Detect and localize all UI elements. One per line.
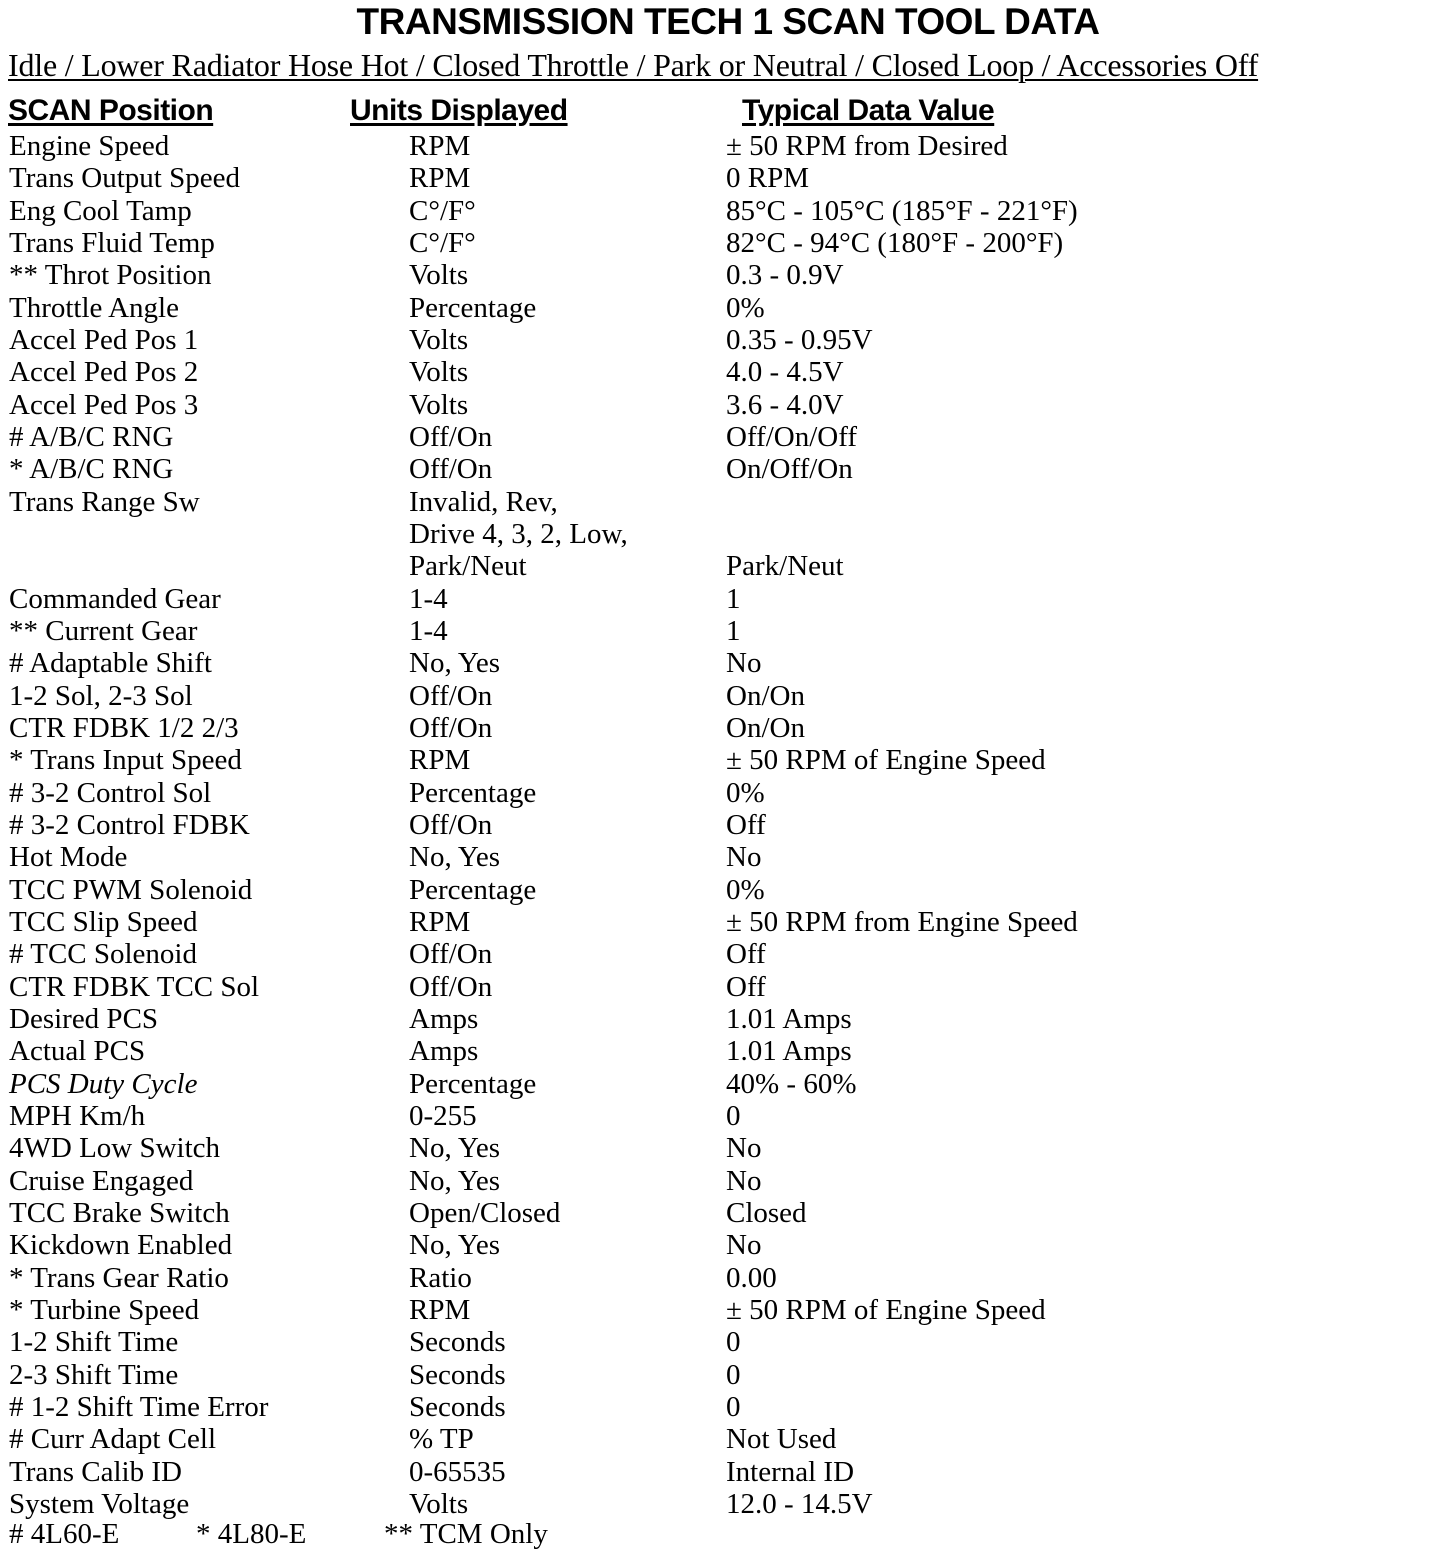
- row-scan-position: Cruise Engaged: [9, 1165, 194, 1197]
- row-units-displayed: No, Yes: [409, 1229, 501, 1261]
- row-typical-value: 0.00: [726, 1262, 777, 1294]
- row-scan-position: Desired PCS: [9, 1003, 159, 1035]
- row-scan-position: * Trans Input Speed: [9, 744, 242, 776]
- row-units-displayed: Seconds: [409, 1391, 506, 1423]
- row-units-displayed: Volts: [409, 389, 469, 421]
- row-typical-value: ± 50 RPM from Desired: [726, 130, 1008, 162]
- table-header: [0, 92, 1456, 132]
- row-units-displayed: No, Yes: [409, 647, 501, 679]
- row-typical-value: No: [726, 647, 762, 679]
- row-units-displayed: RPM: [409, 906, 471, 938]
- row-scan-position: ** Current Gear: [9, 615, 198, 647]
- row-units-displayed: No, Yes: [409, 841, 501, 873]
- row-typical-value: 0: [726, 1100, 741, 1132]
- row-units-displayed: Seconds: [409, 1359, 506, 1391]
- row-units-displayed: Volts: [409, 356, 469, 388]
- row-scan-position: Hot Mode: [9, 841, 128, 873]
- row-units-displayed: % TP: [409, 1423, 474, 1455]
- row-typical-value: Off: [726, 809, 766, 841]
- row-units-displayed: Off/On: [409, 971, 493, 1003]
- row-typical-value: No: [726, 1165, 762, 1197]
- row-units-displayed: C°/F°: [409, 227, 476, 259]
- legend-4l80e: * 4L80-E: [196, 1518, 307, 1550]
- row-typical-value: Internal ID: [726, 1456, 855, 1488]
- row-typical-value: 1: [726, 583, 741, 615]
- row-units-displayed: Percentage: [409, 292, 537, 324]
- row-typical-value: ± 50 RPM of Engine Speed: [726, 1294, 1046, 1326]
- row-typical-value: On/On: [726, 712, 805, 744]
- row-typical-value: 4.0 - 4.5V: [726, 356, 844, 388]
- row-units-displayed: C°/F°: [409, 195, 476, 227]
- row-scan-position: 2-3 Shift Time: [9, 1359, 179, 1391]
- header-scan-position: SCAN Position: [8, 94, 214, 127]
- row-units-displayed: Amps: [409, 1035, 479, 1067]
- row-scan-position: TCC Slip Speed: [9, 906, 198, 938]
- row-typical-value: 85°C - 105°C (185°F - 221°F): [726, 195, 1078, 227]
- row-units-displayed: RPM: [409, 162, 471, 194]
- row-units-displayed: Off/On: [409, 712, 493, 744]
- row-typical-value: 3.6 - 4.0V: [726, 389, 844, 421]
- row-units-displayed: RPM: [409, 130, 471, 162]
- row-units-displayed: Off/On: [409, 421, 493, 453]
- row-typical-value: 0%: [726, 874, 765, 906]
- row-typical-value: 0: [726, 1326, 741, 1358]
- row-typical-value: Off/On/Off: [726, 421, 858, 453]
- row-scan-position: Trans Range Sw: [9, 486, 200, 518]
- row-units-displayed: Invalid, Rev,: [409, 486, 558, 518]
- row-units-displayed: Volts: [409, 324, 469, 356]
- row-typical-value: ± 50 RPM of Engine Speed: [726, 744, 1046, 776]
- row-units-displayed: 1-4: [409, 583, 448, 615]
- row-scan-position: System Voltage: [9, 1488, 190, 1520]
- row-typical-value: Not Used: [726, 1423, 837, 1455]
- row-scan-position: * Trans Gear Ratio: [9, 1262, 229, 1294]
- row-scan-position: * A/B/C RNG: [9, 453, 174, 485]
- page-title: TRANSMISSION TECH 1 SCAN TOOL DATA: [356, 1, 1100, 42]
- row-units-displayed: RPM: [409, 744, 471, 776]
- row-typical-value: 12.0 - 14.5V: [726, 1488, 873, 1520]
- row-typical-value: No: [726, 1132, 762, 1164]
- legend-tcm-only: ** TCM Only: [384, 1518, 548, 1550]
- row-scan-position: 4WD Low Switch: [9, 1132, 221, 1164]
- row-typical-value: Off: [726, 938, 766, 970]
- row-scan-position: # A/B/C RNG: [9, 421, 174, 453]
- row-units-displayed: Seconds: [409, 1326, 506, 1358]
- row-scan-position: Accel Ped Pos 2: [9, 356, 199, 388]
- row-units-displayed: Amps: [409, 1003, 479, 1035]
- row-typical-value: 1.01 Amps: [726, 1003, 852, 1035]
- row-typical-value: 0.3 - 0.9V: [726, 259, 844, 291]
- row-typical-value: On/On: [726, 680, 805, 712]
- row-scan-position: * Turbine Speed: [9, 1294, 200, 1326]
- row-scan-position: Commanded Gear: [9, 583, 221, 615]
- row-units-displayed: Percentage: [409, 874, 537, 906]
- row-scan-position: # Curr Adapt Cell: [9, 1423, 217, 1455]
- legend-4l60e: # 4L60-E: [9, 1518, 120, 1550]
- row-units-displayed: 0-65535: [409, 1456, 506, 1488]
- row-typical-value: 1.01 Amps: [726, 1035, 852, 1067]
- row-units-displayed: 1-4: [409, 615, 448, 647]
- row-typical-value: ± 50 RPM from Engine Speed: [726, 906, 1078, 938]
- row-units-displayed: Off/On: [409, 938, 493, 970]
- row-typical-value: 0: [726, 1391, 741, 1423]
- row-scan-position: Trans Calib ID: [9, 1456, 182, 1488]
- row-typical-value: Park/Neut: [726, 550, 844, 582]
- row-units-displayed: Ratio: [409, 1262, 472, 1294]
- header-units-displayed: Units Displayed: [350, 94, 568, 127]
- row-typical-value: 1: [726, 615, 741, 647]
- row-units-displayed: No, Yes: [409, 1165, 501, 1197]
- row-scan-position: Engine Speed: [9, 130, 170, 162]
- row-scan-position: Kickdown Enabled: [9, 1229, 233, 1261]
- row-typical-value: No: [726, 1229, 762, 1261]
- row-scan-position: Accel Ped Pos 1: [9, 324, 199, 356]
- row-scan-position: Accel Ped Pos 3: [9, 389, 199, 421]
- row-typical-value: 0%: [726, 777, 765, 809]
- row-typical-value: No: [726, 841, 762, 873]
- row-units-displayed: No, Yes: [409, 1132, 501, 1164]
- row-units-displayed: 0-255: [409, 1100, 477, 1132]
- row-typical-value: On/Off/On: [726, 453, 853, 485]
- row-units-displayed: Percentage: [409, 777, 537, 809]
- row-typical-value: 40% - 60%: [726, 1068, 857, 1100]
- row-scan-position: Trans Fluid Temp: [9, 227, 215, 259]
- row-scan-position: TCC PWM Solenoid: [9, 874, 253, 906]
- row-scan-position: # Adaptable Shift: [9, 647, 212, 679]
- row-units-displayed: RPM: [409, 1294, 471, 1326]
- row-scan-position: Eng Cool Tamp: [9, 195, 192, 227]
- header-typical-data-value: Typical Data Value: [742, 94, 995, 127]
- row-scan-position: MPH Km/h: [9, 1100, 146, 1132]
- row-units-displayed: Volts: [409, 1488, 469, 1520]
- row-scan-position: Trans Output Speed: [9, 162, 240, 194]
- row-typical-value: 0: [726, 1359, 741, 1391]
- conditions-subtitle: Idle / Lower Radiator Hose Hot / Closed Throttle / Park or Neutral / Closed Loop / Accessories Off: [8, 47, 1259, 83]
- row-scan-position: # 3-2 Control Sol: [9, 777, 212, 809]
- row-scan-position: Actual PCS: [9, 1035, 146, 1067]
- row-typical-value: 82°C - 94°C (180°F - 200°F): [726, 227, 1064, 259]
- row-units-displayed: Off/On: [409, 680, 493, 712]
- row-scan-position: PCS Duty Cycle: [9, 1068, 198, 1100]
- row-scan-position: TCC Brake Switch: [9, 1197, 230, 1229]
- row-scan-position: CTR FDBK 1/2 2/3: [9, 712, 239, 744]
- row-scan-position: 1-2 Shift Time: [9, 1326, 179, 1358]
- row-units-displayed: Volts: [409, 259, 469, 291]
- row-units-displayed: Percentage: [409, 1068, 537, 1100]
- row-units-displayed: Open/Closed: [409, 1197, 561, 1229]
- row-scan-position: # 3-2 Control FDBK: [9, 809, 250, 841]
- row-units-displayed: Off/On: [409, 809, 493, 841]
- row-units-displayed: Drive 4, 3, 2, Low,: [409, 518, 628, 550]
- row-typical-value: Off: [726, 971, 766, 1003]
- row-scan-position: # 1-2 Shift Time Error: [9, 1391, 269, 1423]
- row-scan-position: CTR FDBK TCC Sol: [9, 971, 260, 1003]
- row-units-displayed: Off/On: [409, 453, 493, 485]
- row-scan-position: Throttle Angle: [9, 292, 179, 324]
- row-scan-position: # TCC Solenoid: [9, 938, 197, 970]
- row-scan-position: 1-2 Sol, 2-3 Sol: [9, 680, 193, 712]
- row-typical-value: Closed: [726, 1197, 807, 1229]
- row-typical-value: 0.35 - 0.95V: [726, 324, 873, 356]
- row-typical-value: 0%: [726, 292, 765, 324]
- row-typical-value: 0 RPM: [726, 162, 810, 194]
- row-units-displayed: Park/Neut: [409, 550, 527, 582]
- row-scan-position: ** Throt Position: [9, 259, 212, 291]
